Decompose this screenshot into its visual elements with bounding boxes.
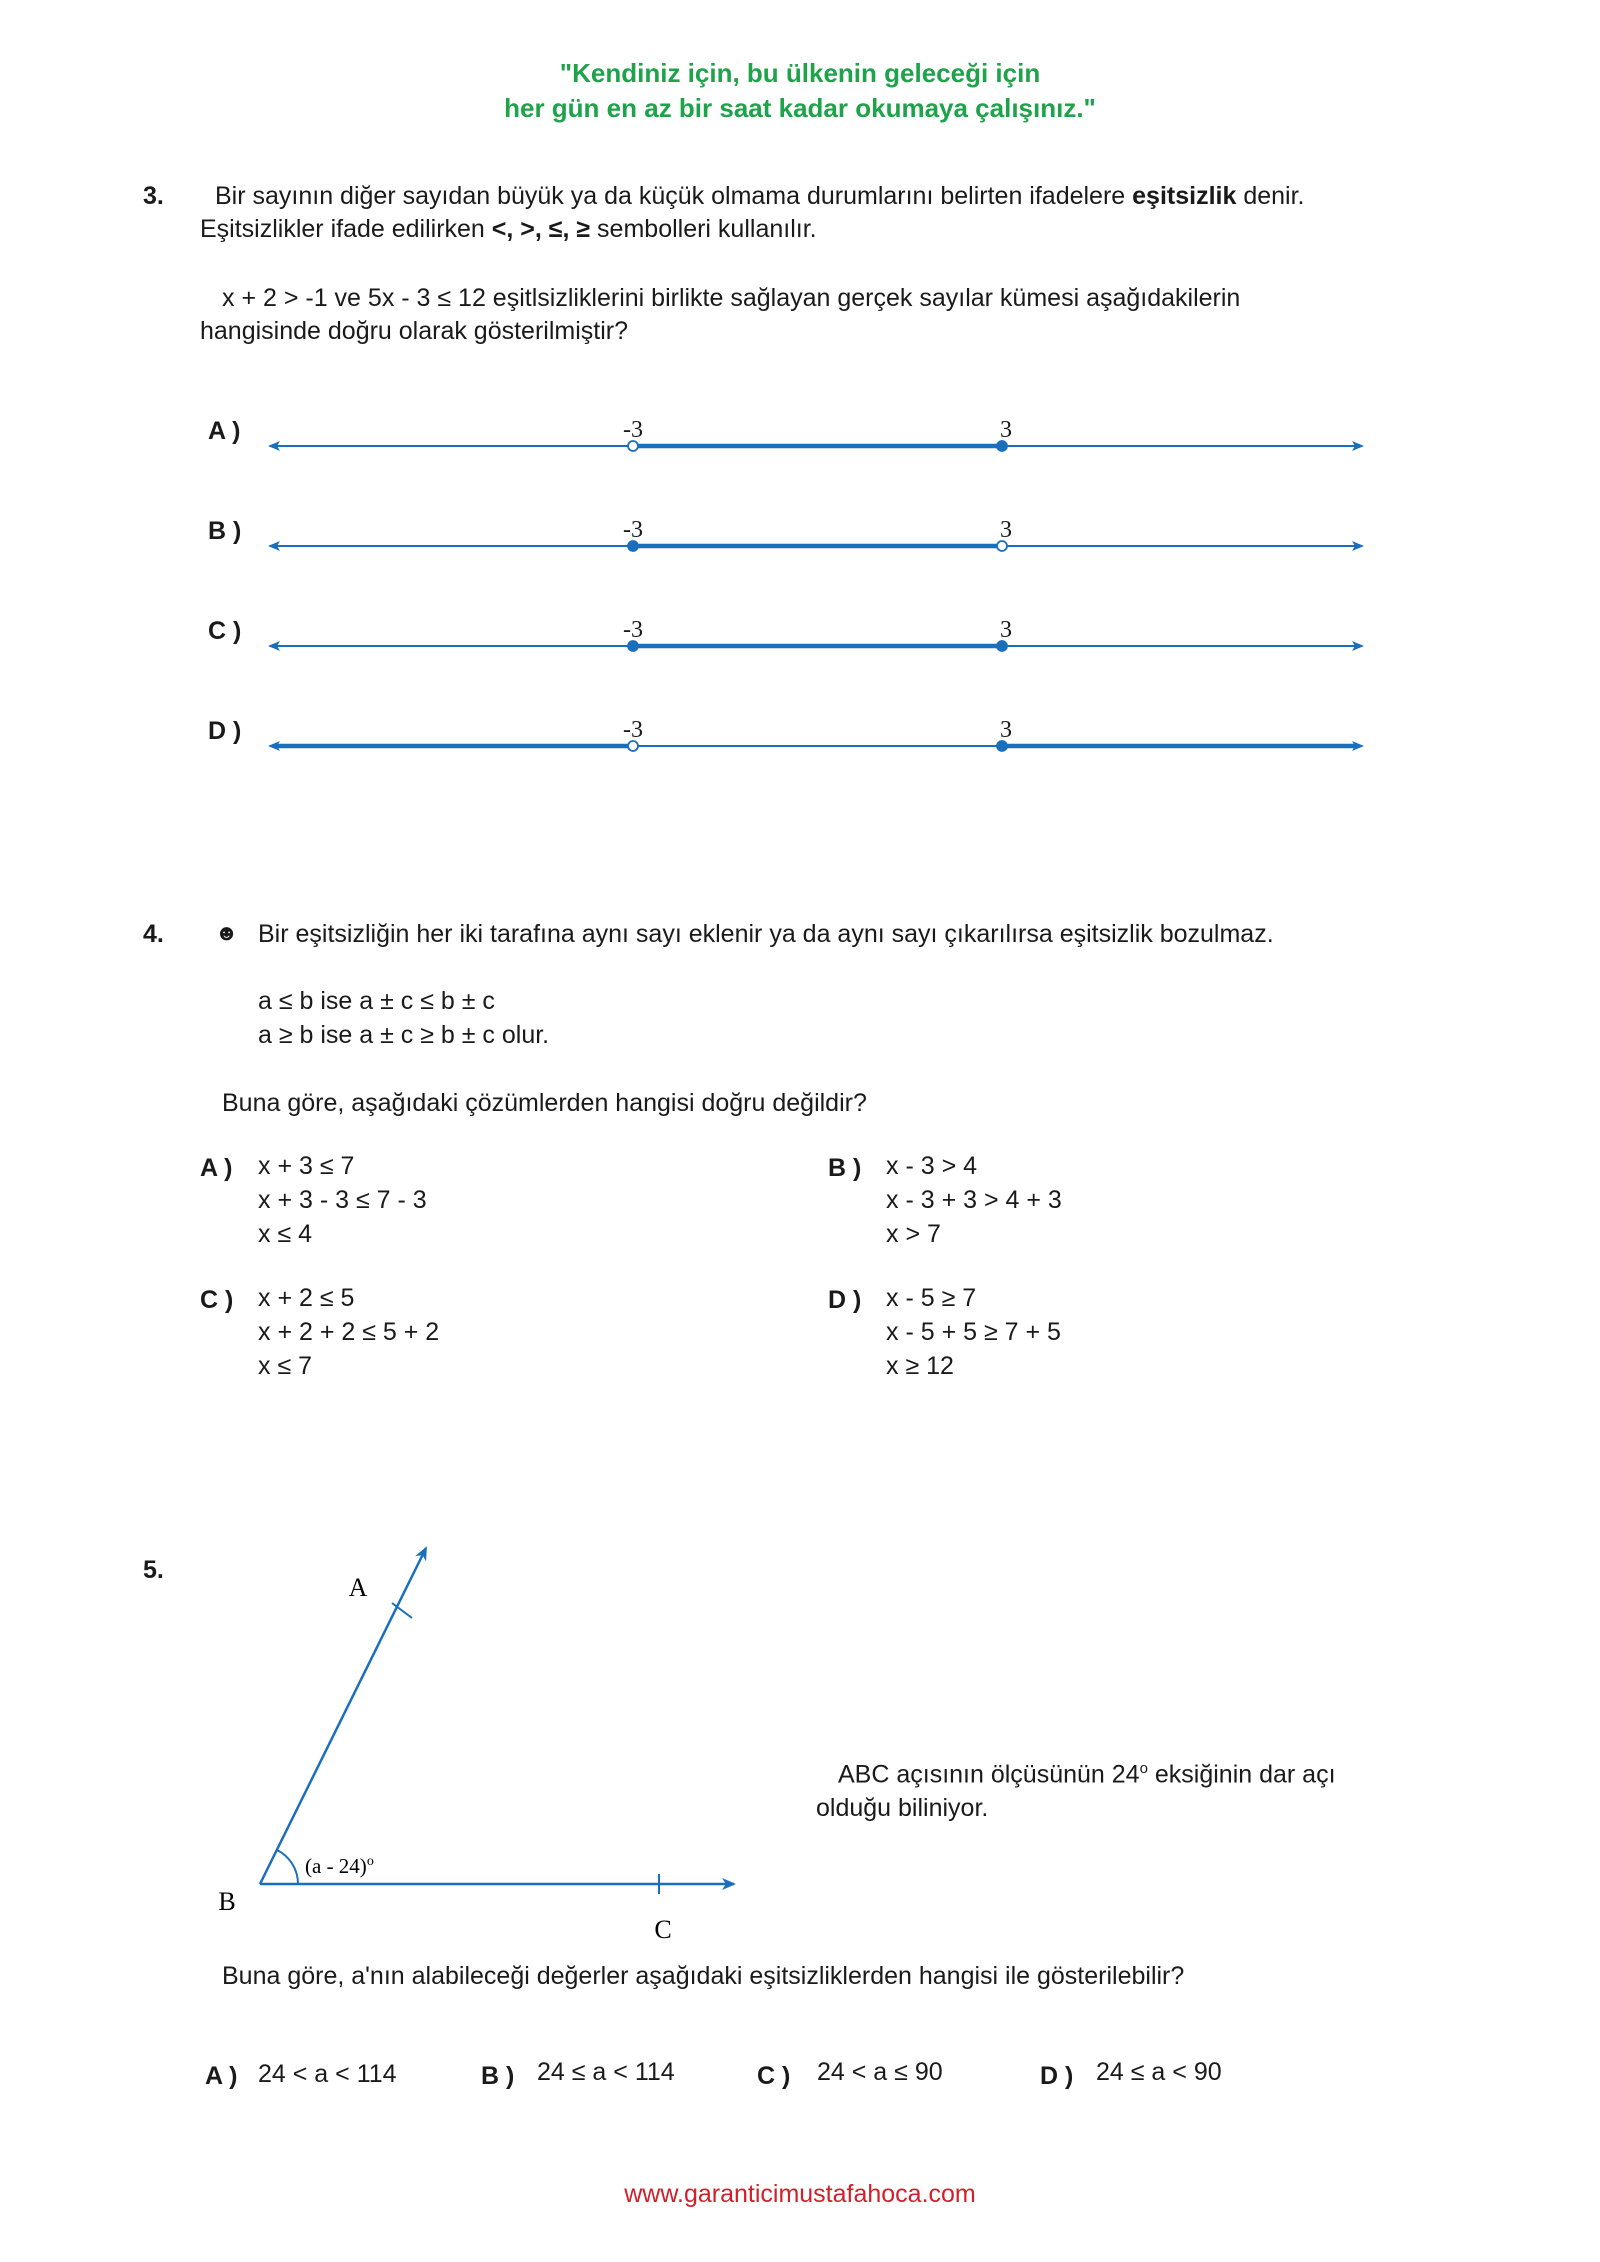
q3-option-d-label[interactable]: D ) [208, 717, 242, 745]
q4-option-d-line: x ≥ 12 [886, 1352, 954, 1380]
q4-option-c-line: x + 2 ≤ 5 [258, 1284, 355, 1312]
q3-p2-end: sembolleri kullanılır. [590, 215, 817, 243]
tick-label-right: 3 [1000, 717, 1012, 743]
q4-option-b-line: x - 3 + 3 > 4 + 3 [886, 1186, 1062, 1214]
q3-option-a-label[interactable]: A ) [208, 417, 241, 445]
number-line-b [270, 517, 1362, 551]
number-line-d [270, 717, 1362, 751]
q3-p2-text: Eşitsizlikler ifade edilirken [200, 215, 492, 243]
q5-option-b-text[interactable]: 24 ≤ a < 114 [537, 2058, 675, 2086]
q5-option-c-label[interactable]: C ) [757, 2062, 791, 2090]
angle-measure-label: (a - 24)$^o$ [305, 1854, 374, 1878]
q3-number-lines [0, 0, 1600, 800]
point-a-label: A [348, 1573, 368, 1602]
q4-option-d-body [886, 1281, 1061, 1383]
angle-arc [277, 1850, 298, 1884]
smiley-bullet-icon: ☻ [215, 920, 239, 945]
q3-option-c-label[interactable]: C ) [208, 617, 242, 645]
tick-label-left: -3 [623, 617, 643, 643]
quote-line-2: her gün en az bir saat kadar okumaya çalışınız." [504, 93, 1096, 123]
q4-option-a-line: x + 3 - 3 ≤ 7 - 3 [258, 1186, 427, 1214]
q4-option-a-label[interactable]: A ) [200, 1154, 233, 1182]
q4-option-a-line: x ≤ 4 [258, 1220, 313, 1248]
question-4-number: 4. [143, 920, 164, 948]
q4-option-a-body [258, 1149, 427, 1251]
q4-rule-text: Bir eşitsizliğin her iki tarafına aynı sayı eklenir ya da aynı sayı çıkarılırsa eşitsizlik bozulmaz. [258, 920, 1274, 948]
point-b-label: B [218, 1887, 236, 1916]
tick-label-left: -3 [623, 417, 643, 443]
ray-ba [260, 1548, 426, 1884]
q4-option-b-label[interactable]: B ) [828, 1154, 862, 1182]
q5-info-line-1: ABC açısının ölçüsünün 24$^o$ eksiğinin dar açı [838, 1760, 1336, 1789]
question-5-number: 5. [143, 1556, 164, 1584]
q4-option-c-body [258, 1281, 439, 1383]
q4-option-d-line: x - 5 ≥ 7 [886, 1284, 977, 1312]
tick-label-right: 3 [1000, 617, 1012, 643]
number-line-c [270, 617, 1362, 651]
q4-option-d-line: x - 5 + 5 ≥ 7 + 5 [886, 1318, 1061, 1346]
q3-question-line: hangisinde doğru olarak gösterilmiştir? [200, 317, 629, 345]
q3-p1-text: Bir sayının diğer sayıdan büyük ya da küçük olmama durumlarını belirten ifadelere [215, 182, 1133, 210]
q4-option-d-label[interactable]: D ) [828, 1286, 862, 1314]
q5-option-d-text[interactable]: 24 ≤ a < 90 [1096, 2058, 1222, 2086]
q4-question: Buna göre, aşağıdaki çözümlerden hangisi doğru değildir? [222, 1089, 867, 1117]
footer-website-link[interactable]: www.garanticimustafahoca.com [624, 2180, 976, 2208]
q4-rule-line-1: a ≤ b ise a ± c ≤ b ± c [258, 987, 495, 1015]
q5-option-d-label[interactable]: D ) [1040, 2062, 1074, 2090]
q5-option-b-label[interactable]: B ) [481, 2062, 515, 2090]
q3-p1-end: denir. [1236, 182, 1305, 210]
angle-abc-diagram [0, 1520, 800, 1950]
q5-option-c-text[interactable]: 24 < a ≤ 90 [817, 2058, 943, 2086]
q4-option-b-line: x - 3 > 4 [886, 1152, 978, 1180]
q4-option-b-body [886, 1149, 1062, 1251]
tick-label-right: 3 [1000, 517, 1012, 543]
point-c-label: C [654, 1915, 672, 1944]
q3-option-b-label[interactable]: B ) [208, 517, 242, 545]
q3-p2-symbols: <, >, ≤, ≥ [491, 215, 591, 243]
q4-option-c-line: x ≤ 7 [258, 1352, 313, 1380]
q3-inequalities-line: x + 2 > -1 ve 5x - 3 ≤ 12 eşitlsizliklerini birlikte sağlayan gerçek sayılar kümesi aşağıdakilerin [222, 284, 1241, 312]
q5-option-a-label[interactable]: A ) [205, 2062, 238, 2090]
q4-option-a-line: x + 3 ≤ 7 [258, 1152, 355, 1180]
tick-label-right: 3 [1000, 417, 1012, 443]
q4-option-c-line: x + 2 + 2 ≤ 5 + 2 [258, 1318, 440, 1346]
question-3-number: 3. [143, 182, 164, 210]
q3-p1-bold: eşitsizlik [1132, 182, 1237, 210]
number-line-a [270, 417, 1362, 451]
q5-info-line-2: olduğu biliniyor. [816, 1794, 989, 1822]
q5-option-a-text[interactable]: 24 < a < 114 [258, 2060, 397, 2088]
q4-option-b-line: x > 7 [886, 1220, 941, 1248]
q4-option-c-label[interactable]: C ) [200, 1286, 234, 1314]
quote-line-1: "Kendiniz için, bu ülkenin geleceği için [559, 58, 1041, 88]
q4-rule-line-2: a ≥ b ise a ± c ≥ b ± c olur. [258, 1021, 550, 1049]
q5-question: Buna göre, a'nın alabileceği değerler aşağıdaki eşitsizliklerden hangisi ile gösterilebilir? [222, 1962, 1185, 1990]
tick-label-left: -3 [623, 517, 643, 543]
tick-label-left: -3 [623, 717, 643, 743]
